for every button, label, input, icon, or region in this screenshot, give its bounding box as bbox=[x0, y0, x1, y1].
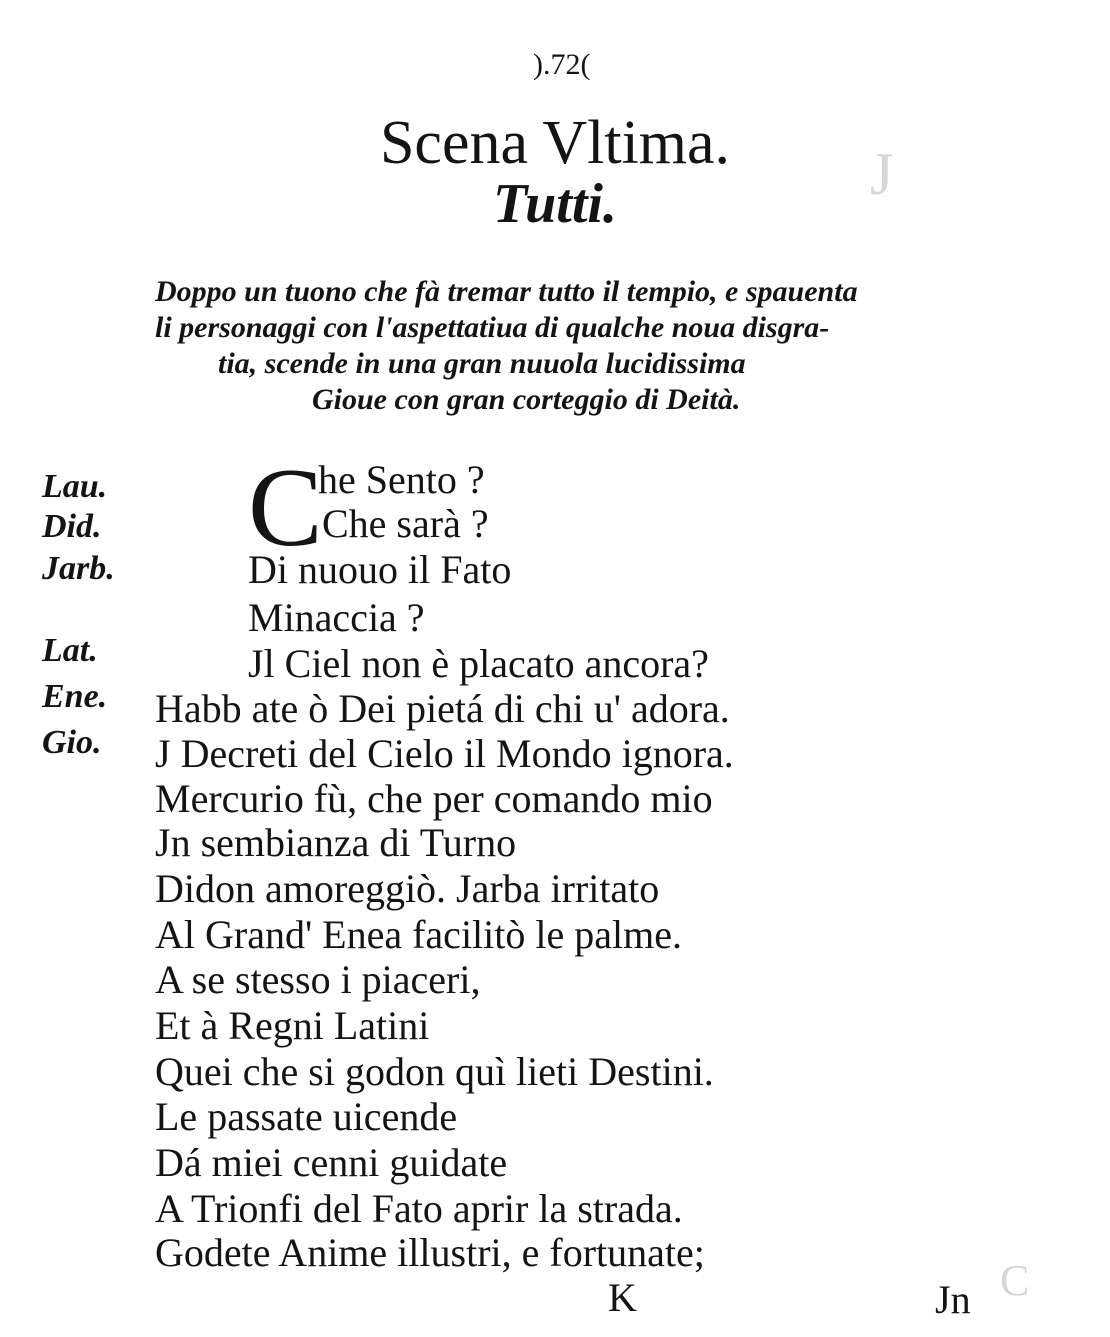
verse-line: Dá miei cenni guidate bbox=[155, 1140, 508, 1185]
page-number: ).72( bbox=[533, 48, 591, 81]
verse-line: A Trionfi del Fato aprir la strada. bbox=[155, 1186, 683, 1231]
verse-line: Al Grand' Enea facilitò le palme. bbox=[155, 912, 682, 957]
verse-line: Jl Ciel non è placato ancora? bbox=[248, 641, 709, 686]
show-through-marks: C bbox=[1000, 1256, 1030, 1305]
stage-direction-line: Doppo un tuono che fà tremar tutto il tempio, e spauenta bbox=[155, 275, 858, 308]
verse-line: A se stesso i piaceri, bbox=[155, 957, 481, 1002]
drop-cap: C bbox=[248, 446, 323, 570]
verse-line: Mercurio fù, che per comando mio bbox=[155, 776, 713, 821]
verse-line: Di nuouo il Fato bbox=[248, 547, 512, 592]
verse-line: Et à Regni Latini bbox=[155, 1003, 430, 1048]
signature-mark: K bbox=[608, 1275, 637, 1320]
verse-line: Minaccia ? bbox=[248, 595, 425, 640]
stage-direction-line: Gioue con gran corteggio di Deità. bbox=[312, 383, 741, 416]
speaker-label: Lau. bbox=[42, 468, 108, 505]
verse-line: Le passate uicende bbox=[155, 1094, 458, 1139]
verse-line: Habb ate ò Dei pietá di chi u' adora. bbox=[155, 686, 730, 731]
speaker-label: Gio. bbox=[42, 724, 102, 761]
speaker-label: Lat. bbox=[42, 632, 98, 669]
scene-subtitle: Tutti. bbox=[493, 173, 617, 235]
speaker-label: Jarb. bbox=[42, 550, 115, 587]
verse-line: Quei che si godon quì lieti Destini. bbox=[155, 1049, 714, 1094]
page-title: Scena Vltima. bbox=[379, 109, 731, 177]
verse-line: Didon amoreggiò. Jarba irritato bbox=[155, 866, 660, 911]
speaker-label: Did. bbox=[42, 508, 102, 545]
verse-line: Jn sembianza di Turno bbox=[155, 820, 517, 865]
stage-direction-line: tia, scende in una gran nuuola lucidissima bbox=[218, 347, 746, 380]
stage-direction-line: li personaggi con l'aspettatiua di qualche noua disgra- bbox=[155, 311, 830, 344]
show-through-marks: J bbox=[870, 141, 894, 207]
speaker-label: Ene. bbox=[42, 678, 108, 715]
verse-line: Che sarà ? bbox=[322, 501, 489, 546]
verse-line: J Decreti del Cielo il Mondo ignora. bbox=[155, 731, 734, 776]
catchword: Jn bbox=[935, 1277, 971, 1322]
verse-line: Godete Anime illustri, e fortunate; bbox=[155, 1230, 705, 1275]
verse-line: he Sento ? bbox=[318, 457, 485, 502]
